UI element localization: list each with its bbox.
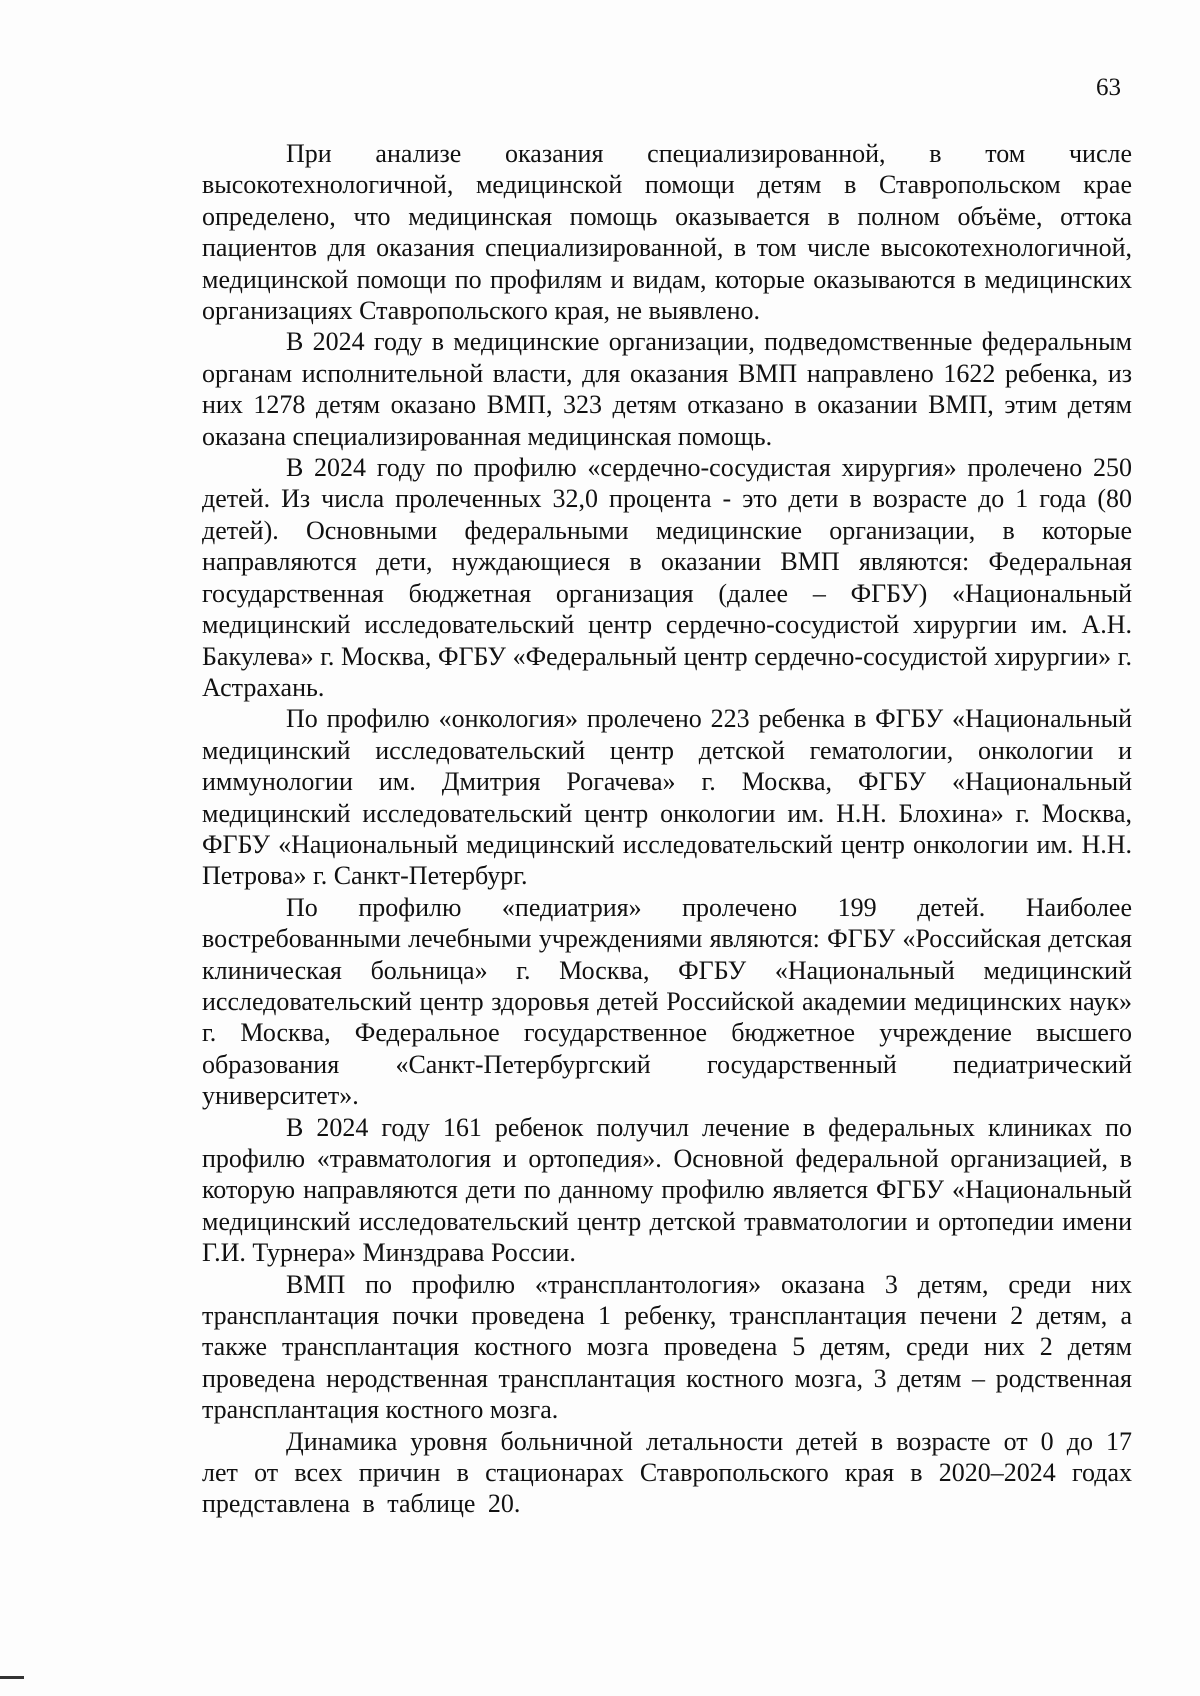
scan-edge-mark — [0, 1676, 24, 1679]
paragraph-federal-referrals: В 2024 году в медицинские организации, подведомственные федеральным органам исполнительной власти, для оказания ВМП направлено 1622 ребенка, из них 1278 детям оказано ВМП, 323 детям отказано в оказании ВМП, этим детям оказана специализированная медицинская помощь. — [202, 327, 1132, 451]
paragraph-mortality-dynamics: Динамика уровня больничной летальности детей в возрасте от 0 до 17 лет от всех причин в стационарах Ставропольского края в 2020–2024 годах представлена в таблице 20. — [202, 1426, 1132, 1519]
paragraph-cardiac-surgery: В 2024 году по профилю «сердечно-сосудистая хирургия» пролечено 250 детей. Из числа пролеченных 32,0 процента - это дети в возрасте до 1 года (80 детей). Основными федеральными медицинские организации, в которые направляются дети, нуждающиеся в оказании ВМП являются: Федеральная государственная бюджетная организация (далее – ФГБУ) «Национальный медицинский исследовательский центр сердечно-сосудистой хирургии им. А.Н. Бакулева» г. Москва, ФГБУ «Федеральный центр сердечно-сосудистой хирургии» г. Астрахань. — [202, 453, 1132, 702]
paragraph-transplantology: ВМП по профилю «трансплантология» оказана 3 детям, среди них трансплантация почки проведена 1 ребенку, трансплантация печени 2 детям, а также трансплантация костного мозга проведена 5 детям, среди них 2 детям проведена неродственная трансплантация костного мозга, 3 детям – родственная трансплантация костного мозга. — [202, 1269, 1132, 1425]
paragraph-specialized-care: При анализе оказания специализированной, в том числе высокотехнологичной, медицинской помощи детям в Ставропольском крае определено, что медицинская помощь оказывается в полном объёме, оттока пациентов для оказания специализированной, в том числе высокотехнологичной, медицинской помощи по профилям и видам, которые оказываются в медицинских организациях Ставропольского края, не выявлено. — [202, 139, 1132, 326]
paragraph-oncology: По профилю «онкология» пролечено 223 ребенка в ФГБУ «Национальный медицинский исследовательский центр детской гематологии, онкологии и иммунологии им. Дмитрия Рогачева» г. Москва, ФГБУ «Национальный медицинский исследовательский центр онкологии им. Н.Н. Блохина» г. Москва, ФГБУ «Национальный медицинский исследовательский центр онкологии им. Н.Н. Петрова» г. Санкт-Петербург. — [202, 704, 1132, 891]
paragraph-traumatology: В 2024 году 161 ребенок получил лечение в федеральных клиниках по профилю «травматология и ортопедия». Основной федеральной организацией, в которую направляются дети по данному профилю является ФГБУ «Национальный медицинский исследовательский центр детской травматологии и ортопедии имени Г.И. Турнера» Минздрава России. — [202, 1112, 1132, 1268]
paragraph-pediatrics: По профилю «педиатрия» пролечено 199 детей. Наиболее востребованными лечебными учреждениями являются: ФГБУ «Российская детская клиническая больница» г. Москва, ФГБУ «Национальный медицинский исследовательский центр здоровья детей Российской академии медицинских наук» г. Москва, Федеральное государственное бюджетное учреждение высшего образования «Санкт-Петербургский государственный педиатрический университет». — [202, 892, 1132, 1111]
page-number: 63 — [1096, 74, 1121, 101]
body-text — [202, 138, 1132, 1520]
